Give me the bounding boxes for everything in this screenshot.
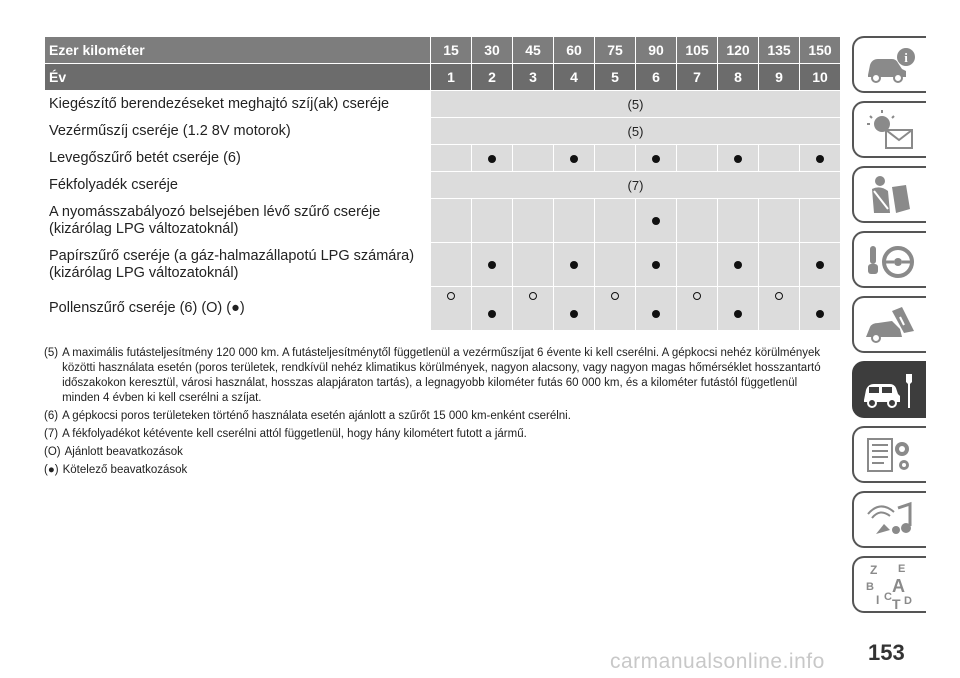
header-km-cell: 150 bbox=[800, 37, 841, 64]
row-label: Fékfolyadék cseréje bbox=[45, 172, 431, 199]
schedule-cell bbox=[472, 145, 513, 172]
schedule-cell bbox=[759, 145, 800, 172]
row-label-line1: A nyomásszabályozó belsejében lévő szűrő cseréje bbox=[49, 203, 381, 220]
index-letter: T bbox=[892, 595, 901, 610]
mandatory-dot bbox=[816, 155, 824, 163]
footnote-text: A fékfolyadékot kétévente kell cserélni attól függetlenül, hogy hány kilométert futott a jármű. bbox=[62, 428, 527, 440]
schedule-cell bbox=[554, 287, 595, 331]
chapter-index-sidebar bbox=[852, 36, 928, 621]
header-year-cell: 8 bbox=[718, 64, 759, 91]
schedule-cell bbox=[595, 287, 636, 331]
schedule-cell bbox=[800, 243, 841, 287]
schedule-cell bbox=[636, 243, 677, 287]
index-letter: I bbox=[876, 592, 880, 607]
schedule-cell bbox=[472, 243, 513, 287]
schedule-cell bbox=[472, 199, 513, 243]
tab-multimedia[interactable] bbox=[852, 491, 926, 548]
footnote bbox=[44, 409, 834, 424]
car-wrench-icon bbox=[860, 368, 920, 412]
header-year-row bbox=[45, 64, 841, 91]
header-year-cell: 4 bbox=[554, 64, 595, 91]
tab-starting-driving[interactable] bbox=[852, 231, 926, 288]
row-label bbox=[45, 199, 431, 243]
schedule-cell bbox=[431, 145, 472, 172]
svg-text:i: i bbox=[904, 49, 908, 65]
schedule-cell bbox=[636, 287, 677, 331]
schedule-cell bbox=[759, 243, 800, 287]
schedule-cell bbox=[431, 243, 472, 287]
schedule-cell bbox=[800, 199, 841, 243]
header-year-cell: 9 bbox=[759, 64, 800, 91]
footnotes bbox=[44, 346, 834, 481]
schedule-cell bbox=[677, 287, 718, 331]
tab-index[interactable] bbox=[852, 556, 926, 613]
schedule-cell bbox=[513, 287, 554, 331]
schedule-cell bbox=[718, 243, 759, 287]
footnote-text: Kötelező beavatkozások bbox=[62, 464, 188, 476]
row-label: Levegőszűrő betét cseréje (6) bbox=[45, 145, 431, 172]
watermark: carmanualsonline.info bbox=[610, 650, 825, 673]
schedule-cell bbox=[595, 243, 636, 287]
header-km-cell: 135 bbox=[759, 37, 800, 64]
car-info-icon bbox=[862, 45, 918, 85]
header-year-cell: 5 bbox=[595, 64, 636, 91]
row-label-line1: Papírszűrő cseréje (a gáz-halmazállapotú LPG számára) bbox=[49, 247, 415, 264]
recommended-ring bbox=[775, 292, 783, 300]
warning-light-icon bbox=[862, 108, 918, 152]
index-letter: E bbox=[898, 562, 906, 575]
recommended-ring bbox=[447, 292, 455, 300]
header-km-cell: 60 bbox=[554, 37, 595, 64]
schedule-cell bbox=[595, 199, 636, 243]
footnote-text: A maximális futásteljesítmény 120 000 km. A futásteljesítménytől függetlenül a vezérműszíjat 6 évente ki kell cserélni. A gépkocsi nehéz körülmények közötti használata esetén (poros területek, rendkívül nehéz klimatikus körülmények, nagyon alacsony, vagy nagyon magas hőmérséklet hosszantartó időszakokon keresztül, városi használat, hosszas alapjáraton tartás), a legnagyobb kilométer futás 60 000 km, és a kilométer futástól függetlenül minden 4 évben ki kell cserélni a szíjat. bbox=[62, 347, 821, 404]
mandatory-dot bbox=[570, 261, 578, 269]
mandatory-dot bbox=[570, 155, 578, 163]
header-year-cell: 2 bbox=[472, 64, 513, 91]
mandatory-dot bbox=[488, 310, 496, 318]
mandatory-dot bbox=[652, 310, 660, 318]
header-year-cell: 3 bbox=[513, 64, 554, 91]
header-km-cell: 105 bbox=[677, 37, 718, 64]
tab-emergency[interactable] bbox=[852, 296, 926, 353]
table-row bbox=[45, 172, 841, 199]
footnote-text: A gépkocsi poros területeken történő használata esetén ajánlott a szűrőt 15 000 km-enként cserélni. bbox=[62, 410, 571, 422]
schedule-cell bbox=[431, 199, 472, 243]
header-year-cell: 6 bbox=[636, 64, 677, 91]
table-row bbox=[45, 243, 841, 287]
table-row bbox=[45, 145, 841, 172]
tab-warning-lights[interactable] bbox=[852, 101, 926, 158]
media-icon bbox=[862, 498, 918, 542]
accident-icon bbox=[862, 303, 918, 347]
mandatory-dot bbox=[816, 261, 824, 269]
footnote-key: (5) bbox=[44, 347, 59, 359]
recommended-ring bbox=[529, 292, 537, 300]
mandatory-dot bbox=[734, 310, 742, 318]
schedule-cell bbox=[472, 287, 513, 331]
schedule-cell bbox=[513, 199, 554, 243]
mandatory-dot bbox=[816, 310, 824, 318]
recommended-ring bbox=[611, 292, 619, 300]
schedule-cell bbox=[554, 199, 595, 243]
schedule-cell bbox=[759, 287, 800, 331]
mandatory-dot bbox=[652, 155, 660, 163]
footnote-key: (O) bbox=[44, 446, 61, 458]
schedule-cell bbox=[677, 199, 718, 243]
header-year-cell: 7 bbox=[677, 64, 718, 91]
header-year-label: Év bbox=[45, 64, 431, 91]
settings-list-icon bbox=[862, 433, 918, 477]
schedule-cell bbox=[677, 243, 718, 287]
footnote bbox=[44, 445, 834, 460]
span-note-ref: (5) bbox=[431, 91, 841, 118]
row-label-line2: (kizárólag LPG változatoknál) bbox=[49, 264, 239, 281]
schedule-cell bbox=[677, 145, 718, 172]
mandatory-dot bbox=[734, 261, 742, 269]
header-year-cell: 1 bbox=[431, 64, 472, 91]
schedule-cell bbox=[636, 145, 677, 172]
mandatory-dot bbox=[734, 155, 742, 163]
mandatory-dot bbox=[652, 261, 660, 269]
row-label-line2: (kizárólag LPG változatoknál) bbox=[49, 220, 239, 237]
header-km-row bbox=[45, 37, 841, 64]
footnote-key: (7) bbox=[44, 428, 59, 440]
footnote-key: (6) bbox=[44, 410, 59, 422]
schedule-cell bbox=[718, 287, 759, 331]
schedule-cell bbox=[759, 199, 800, 243]
schedule-cell bbox=[800, 287, 841, 331]
index-letter: A bbox=[892, 575, 905, 596]
table-row bbox=[45, 118, 841, 145]
header-km-cell: 30 bbox=[472, 37, 513, 64]
mandatory-dot bbox=[570, 310, 578, 318]
schedule-cell bbox=[513, 145, 554, 172]
header-km-cell: 120 bbox=[718, 37, 759, 64]
schedule-cell bbox=[718, 145, 759, 172]
row-label: Pollenszűrő cseréje (6) (O) (●) bbox=[45, 287, 431, 331]
schedule-cell bbox=[554, 145, 595, 172]
span-note-ref: (7) bbox=[431, 172, 841, 199]
table-row bbox=[45, 91, 841, 118]
row-label: Vezérműszíj cseréje (1.2 8V motorok) bbox=[45, 118, 431, 145]
table-row bbox=[45, 287, 841, 331]
table-row bbox=[45, 199, 841, 243]
schedule-cell bbox=[431, 287, 472, 331]
header-km-cell: 75 bbox=[595, 37, 636, 64]
tab-technical-data[interactable] bbox=[852, 426, 926, 483]
header-km-label: Ezer kilométer bbox=[45, 37, 431, 64]
schedule-cell bbox=[800, 145, 841, 172]
schedule-cell bbox=[636, 199, 677, 243]
schedule-cell bbox=[595, 145, 636, 172]
header-km-cell: 45 bbox=[513, 37, 554, 64]
index-letter: B bbox=[866, 580, 874, 593]
span-note-ref: (5) bbox=[431, 118, 841, 145]
index-letter: Z bbox=[870, 562, 878, 577]
footnote bbox=[44, 346, 834, 406]
index-letters-icon bbox=[862, 560, 918, 610]
index-letter: C bbox=[884, 590, 892, 603]
tab-safety[interactable] bbox=[852, 166, 926, 223]
schedule-cell bbox=[554, 243, 595, 287]
index-letter: D bbox=[904, 594, 912, 607]
header-km-cell: 15 bbox=[431, 37, 472, 64]
mandatory-dot bbox=[652, 217, 660, 225]
footnote-text: Ajánlott beavatkozások bbox=[64, 446, 183, 458]
mandatory-dot bbox=[488, 261, 496, 269]
tab-car-info[interactable] bbox=[852, 36, 926, 93]
seatbelt-icon bbox=[862, 173, 918, 217]
tab-maintenance[interactable] bbox=[852, 361, 926, 418]
schedule-cell bbox=[513, 243, 554, 287]
steering-wheel-icon bbox=[862, 238, 918, 282]
row-label bbox=[45, 243, 431, 287]
footnote-key: (●) bbox=[44, 464, 59, 476]
footnote bbox=[44, 427, 834, 442]
header-year-cell: 10 bbox=[800, 64, 841, 91]
mandatory-dot bbox=[488, 155, 496, 163]
recommended-ring bbox=[693, 292, 701, 300]
page-number: 153 bbox=[868, 640, 905, 665]
maintenance-table bbox=[44, 36, 841, 331]
row-label: Kiegészítő berendezéseket meghajtó szíj(ak) cseréje bbox=[45, 91, 431, 118]
schedule-cell bbox=[718, 199, 759, 243]
footnote bbox=[44, 463, 834, 478]
header-km-cell: 90 bbox=[636, 37, 677, 64]
